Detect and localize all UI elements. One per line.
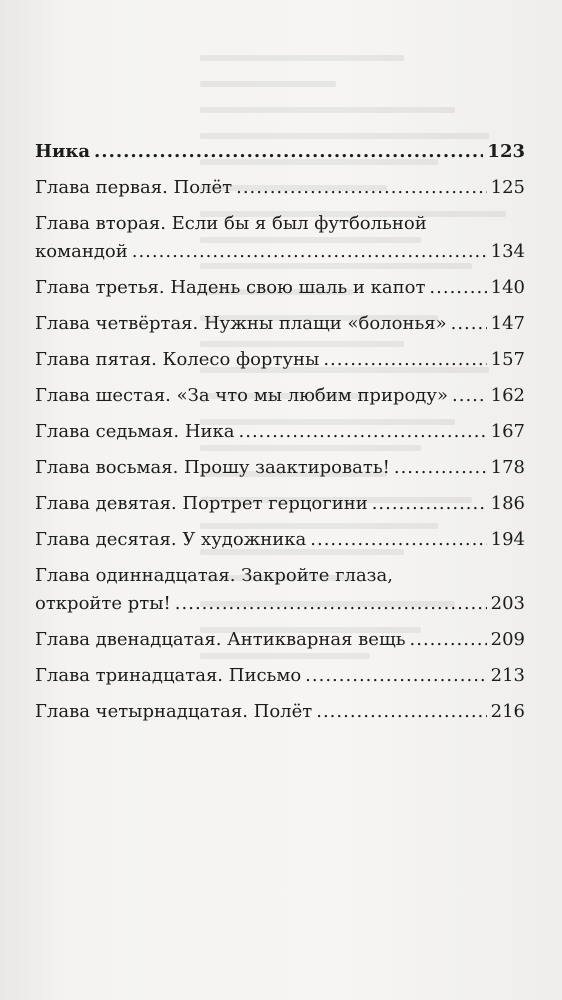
toc-entry-title: Глава тринадцатая. Письмо	[35, 665, 302, 686]
toc-entry-title: Глава восьмая. Прошу заактировать!	[35, 457, 390, 478]
dot-leader	[175, 592, 487, 616]
toc-page-number: 162	[490, 385, 525, 406]
toc-entry	[35, 664, 525, 688]
toc-page-number: 157	[490, 349, 525, 370]
toc-line	[35, 564, 525, 588]
toc-page-number: 167	[490, 421, 525, 442]
toc-line	[35, 456, 525, 480]
dot-leader	[323, 348, 486, 372]
toc-entry	[35, 312, 525, 336]
toc-entry-title: Глава четырнадцатая. Полёт	[35, 701, 313, 722]
toc-entry-title: Глава двенадцатая. Антикварная вещь	[35, 629, 406, 650]
dot-leader	[239, 420, 487, 444]
toc-entry	[35, 176, 525, 200]
toc-entry	[35, 700, 525, 724]
toc-line	[35, 240, 525, 264]
toc-line	[35, 212, 525, 236]
toc-entry-title: Глава девятая. Портрет герцогини	[35, 493, 368, 514]
dot-leader	[305, 664, 486, 688]
toc-entry	[35, 140, 525, 164]
toc-line	[35, 592, 525, 616]
toc-entry	[35, 564, 525, 616]
toc-line	[35, 176, 525, 200]
toc-entry-title: Глава пятая. Колесо фортуны	[35, 349, 320, 370]
toc-entry	[35, 456, 525, 480]
toc-page-number: 123	[487, 141, 525, 162]
dot-leader	[451, 312, 487, 336]
toc-entry	[35, 384, 525, 408]
dot-leader	[394, 456, 487, 480]
toc-line	[35, 492, 525, 516]
toc-page-number: 134	[490, 241, 525, 262]
toc-line	[35, 348, 525, 372]
toc-page-number: 209	[490, 629, 525, 650]
toc-entry-title: откройте рты!	[35, 593, 171, 614]
dot-leader	[429, 276, 486, 300]
dot-leader	[316, 700, 486, 724]
toc-page-number: 147	[490, 313, 525, 334]
toc-entry-title: Глава первая. Полёт	[35, 177, 233, 198]
toc-line	[35, 312, 525, 336]
toc-page-number: 213	[490, 665, 525, 686]
toc-entry	[35, 628, 525, 652]
toc-line	[35, 628, 525, 652]
toc-page-number: 203	[490, 593, 525, 614]
dot-leader	[236, 176, 487, 200]
toc-page-number: 216	[490, 701, 525, 722]
toc-line	[35, 700, 525, 724]
dot-leader	[372, 492, 487, 516]
dot-leader	[132, 240, 487, 264]
toc-entry	[35, 528, 525, 552]
toc-entry-title: командой	[35, 241, 128, 262]
toc-line	[35, 528, 525, 552]
toc-page-number: 140	[490, 277, 525, 298]
toc-line	[35, 140, 525, 164]
toc-entry-title: Глава третья. Надень свою шаль и капот	[35, 277, 426, 298]
toc-page-number: 186	[490, 493, 525, 514]
toc-entry-title: Ника	[35, 141, 91, 162]
toc-line	[35, 420, 525, 444]
toc-entry-title: Глава одиннадцатая. Закройте глаза,	[35, 565, 393, 586]
toc-entry-title: Глава шестая. «За что мы любим природу»	[35, 385, 448, 406]
dot-leader	[310, 528, 486, 552]
toc-page-number: 125	[490, 177, 525, 198]
toc-entry-title: Глава седьмая. Ника	[35, 421, 235, 442]
dot-leader	[452, 384, 487, 408]
toc-entry	[35, 276, 525, 300]
toc-entry	[35, 212, 525, 264]
toc-line	[35, 664, 525, 688]
toc-page-number: 194	[490, 529, 525, 550]
dot-leader	[410, 628, 487, 652]
toc-entry-title: Глава вторая. Если бы я был футбольной	[35, 213, 427, 234]
toc-entry	[35, 492, 525, 516]
toc-entry-title: Глава четвёртая. Нужны плащи «болонья»	[35, 313, 447, 334]
dot-leader	[94, 140, 483, 164]
toc-line	[35, 384, 525, 408]
toc-line	[35, 276, 525, 300]
toc-entry	[35, 420, 525, 444]
toc-entry	[35, 348, 525, 372]
toc-page-number: 178	[490, 457, 525, 478]
toc-entry-title: Глава десятая. У художника	[35, 529, 307, 550]
